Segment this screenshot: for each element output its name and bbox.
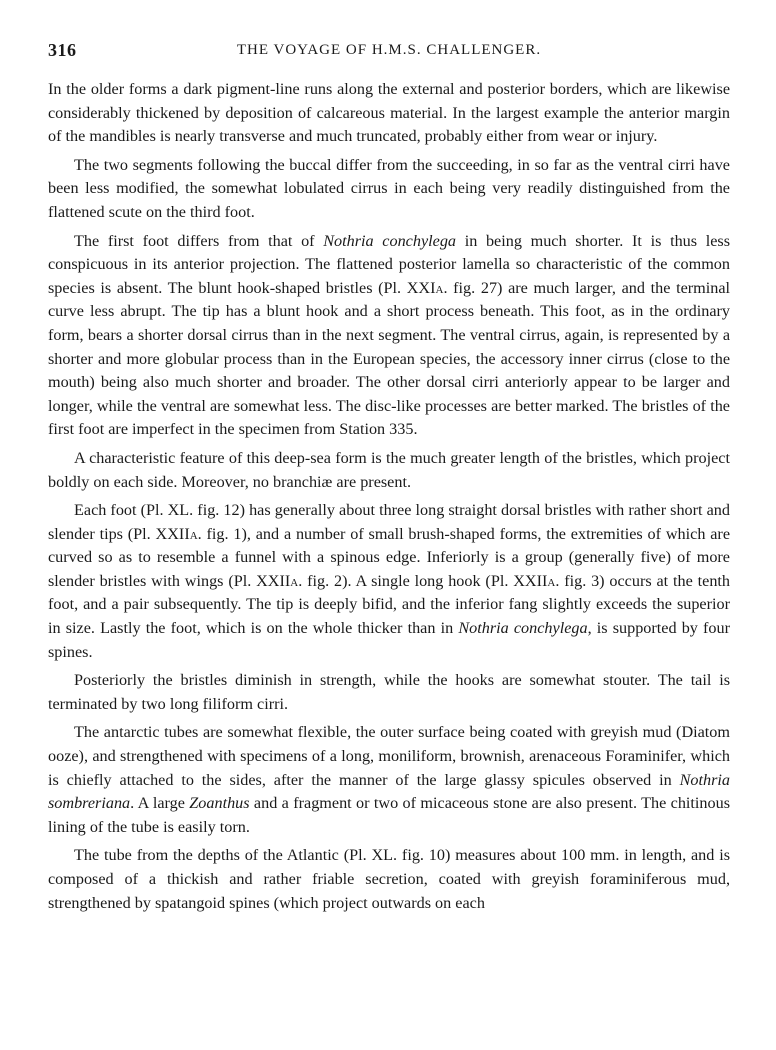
text-run: Each foot (Pl. XL. fig. 12) has generally about three long straight dorsal bristles with rather short and slender tips (Pl. XXII [48,501,730,543]
text-run: and a fragment or two of micaceous stone are also present. The chitinous lining of the tube is easily torn. [48,794,730,836]
running-title: THE VOYAGE OF H.M.S. CHALLENGER. [236,42,542,58]
italic-text: Nothria sombreriana [48,770,730,813]
text-run: In the older forms a dark pigment-line runs along the external and posterior borders, which are likewise considerably thickened by deposition of calcareous material. In the largest example the anterior margin of the mandibles is nearly transverse and much truncated, probably either from wear or injury. [48,80,730,146]
page-header [48,40,730,66]
text-run: in being much shorter. It is thus less conspicuous in its anterior projection. The flattened posterior lamella so characteristic of the common species is absent. The blunt hook-shaped bristles (Pl. XXI [48,231,731,297]
text-run: . fig. 27) are much larger, and the terminal curve less abrupt. The tip has a blunt hook and a short process beneath. This foot, as in the ordinary form, bears a shorter dorsal cirrus than in the next segment. The ventral cirrus, again, is represented by a shorter and more globular process than in the European species, the accessory inner cirrus (close to the mouth) being also much shorter and broader. The other dorsal cirri anteriorly appear to be larger and longer, while the ventral are somewhat less. The disc-like processes are better marked. The bristles of the first foot are imperfect in the specimen from Station 335. [48,278,731,439]
paragraph [48,230,730,442]
paragraph [48,154,730,225]
paragraph [48,447,730,494]
italic-text: Zoanthus [189,794,250,813]
paragraph [48,669,730,716]
paragraph [48,78,730,149]
paragraph [48,499,730,664]
text-run: . A large [130,794,190,813]
italic-text: Nothria conchylega [458,619,588,638]
paragraph [48,844,730,915]
text-run: A characteristic feature of this deep-sea form is the much greater length of the bristles, which project boldly on each side. Moreover, no branchiæ are present. [48,448,730,491]
small-caps-text: a [189,524,198,543]
document-page [48,40,730,920]
text-run: Posteriorly the bristles diminish in strength, while the hooks are somewhat stouter. The tail is terminated by two long filiform cirri. [48,671,730,713]
text-run: The two segments following the buccal differ from the succeeding, in so far as the ventral cirri have been less modified, the somewhat lobulated cirrus in each being very readily distinguished from the flattened scute on the third foot. [48,155,730,221]
text-run: . fig. 2). A single long hook (Pl. XXII [298,571,548,590]
italic-text: Nothria conchylega [323,231,457,250]
small-caps-text: a [547,571,556,590]
text-run: The first foot differs from that of [74,231,324,250]
text-run: , is supported by four spines. [48,619,731,661]
body-text [48,78,730,915]
text-run: . fig. 3) occurs at the tenth foot, and a pair subsequently. The tip is deeply bifid, and the inferior fang slightly exceeds the superior in size. Lastly the foot, which is on the whole thicker than in [48,571,730,638]
small-caps-text: a [290,571,299,590]
paragraph [48,721,730,839]
text-run: . fig. 1), and a number of small brush-shaped forms, the extremities of which are curved so as to resemble a funnel with a spinous edge. Inferiorly is a group (generally five) of more slender bristles with wings (Pl. XXII [48,524,731,590]
small-caps-text: a [435,278,444,297]
text-run: The tube from the depths of the Atlantic (Pl. XL. fig. 10) measures about 100 mm. in length, and is composed of a thickish and rather friable secretion, coated with greyish foraminiferous mud, strengthened by spatangoid spines (which project outwards on each [48,846,730,912]
page-number: 316 [48,40,77,60]
text-run: The antarctic tubes are somewhat flexible, the outer surface being coated with greyish mud (Diatom ooze), and strengthened with specimens of a long, moniliform, brownish, arenaceous Foraminifer, which is chiefly attached to the sides, after the manner of the large glassy spicules observed in [48,723,730,789]
